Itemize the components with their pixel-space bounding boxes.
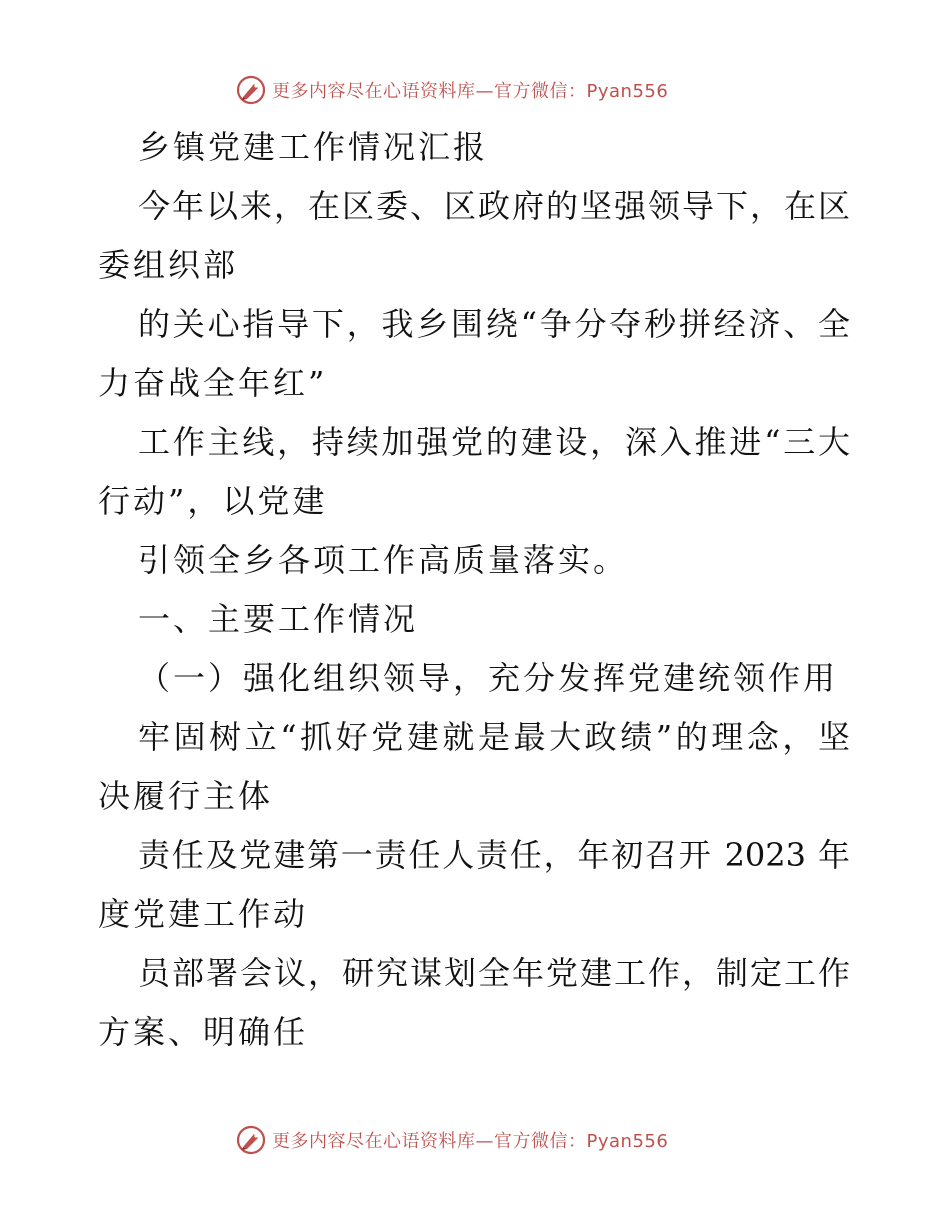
watermark-dash: — [475,81,494,102]
paragraph-line: 的关心指导下，我乡围绕“争分夺秒拼经济、全 [138,305,850,343]
paragraph-line: 工作主线，持续加强党的建设，深入推进“三大 [138,423,850,461]
document-body [98,118,850,1062]
paragraph-line: 行动”，以党建 [98,482,328,520]
watermark-site: 更多内容尽在心语资料库 [272,81,476,102]
watermark-text [272,1127,668,1153]
paragraph-line: 力奋战全年红” [98,364,328,402]
watermark-site: 更多内容尽在心语资料库 [272,1131,476,1152]
paragraph-line: 委组织部 [98,246,239,284]
section-heading: 一、主要工作情况 [138,600,419,638]
paragraph-line: 度党建工作动 [98,895,309,933]
pen-logo-icon [236,75,266,105]
paragraph-line: 今年以来，在区委、区政府的坚强领导下，在区 [138,187,850,225]
watermark-footer [236,1123,756,1157]
paragraph-line: 引领全乡各项工作高质量落实。 [138,541,629,579]
watermark-dash: — [475,1131,494,1152]
paragraph-line: 牢固树立“抓好党建就是最大政绩”的理念，坚 [138,718,850,756]
paragraph-line: 员部署会议，研究谋划全年党建工作，制定工作 [138,954,850,992]
paragraph-line: 责任及党建第一责任人责任，年初召开 2023 年 [138,836,850,874]
watermark-wechat: 官方微信：Pyan556 [494,81,669,102]
subsection-heading: （一）强化组织领导，充分发挥党建统领作用 [138,659,839,697]
pen-logo-icon [236,1125,266,1155]
watermark-wechat: 官方微信：Pyan556 [494,1131,669,1152]
watermark-text [272,77,668,103]
paragraph-line: 方案、明确任 [98,1013,309,1051]
paragraph-line: 决履行主体 [98,777,274,815]
watermark-header [236,73,756,107]
document-title: 乡镇党建工作情况汇报 [138,128,489,166]
